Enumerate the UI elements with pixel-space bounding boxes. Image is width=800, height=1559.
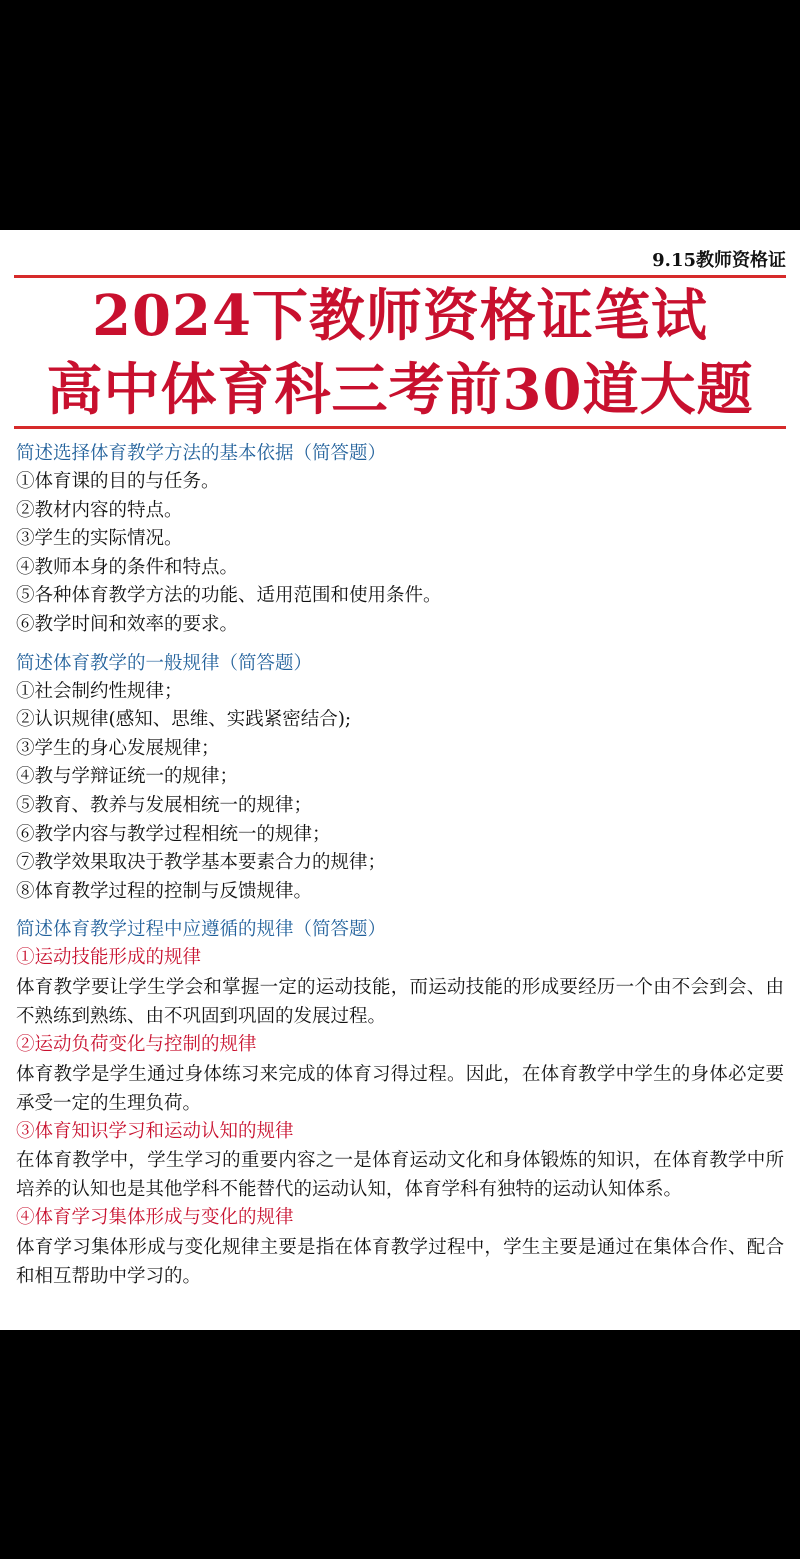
section-1-item: ④教师本身的条件和特点。: [16, 556, 239, 578]
document-sheet: [0, 230, 800, 1330]
section-2-item: ①社会制约性规律；: [16, 680, 183, 702]
spacer: [16, 640, 784, 650]
section-3-paragraph: 体育教学要让学生学会和掌握一定的运动技能，而运动技能的形成要经历一个由不会到会、由不熟练到熟练、由不巩固到巩固的发展过程。: [16, 976, 784, 1027]
bottom-divider: [14, 426, 786, 429]
section-2-item: ④教与学辩证统一的规律；: [16, 766, 239, 788]
section-3-paragraph: 在体育教学中，学生学习的重要内容之一是体育运动文化和身体锻炼的知识，在体育教学中所培养的认知也是其他学科不能替代的运动认知，体育学科有独特的运动认知体系。: [16, 1150, 784, 1201]
section-1-item: ①体育课的目的与任务。: [16, 471, 220, 492]
section-1-item: ⑤各种体育教学方法的功能、适用范围和使用条件。: [16, 585, 442, 607]
section-1-item: ③学生的实际情况。: [16, 528, 183, 550]
section-2-item: ⑧体育教学过程的控制与反馈规律。: [16, 880, 313, 902]
section-3-paragraph: 体育学习集体形成与变化规律主要是指在体育教学过程中，学生主要是通过在集体合作、配合和相互帮助中学习的。: [16, 1236, 784, 1287]
spacer: [16, 906, 784, 916]
section-2-item: ⑤教育、教养与发展相统一的规律；: [16, 794, 313, 816]
section-1-item: ②教材内容的特点。: [16, 499, 183, 521]
section-3-heading: 简述体育教学过程中应遵循的规律（简答题）: [16, 919, 387, 941]
title-line-2: 高中体育科三考前30道大题: [46, 357, 754, 423]
section-3-subheading: ④体育学习集体形成与变化的规律: [16, 1207, 294, 1229]
section-2-item: ③学生的身心发展规律；: [16, 737, 220, 759]
title-line-1: 2024下教师资格证笔试: [92, 283, 708, 349]
section-2-item: ②认识规律(感知、思维、实践紧密结合);: [16, 709, 352, 731]
top-divider: [14, 275, 786, 278]
section-3-subheading: ①运动技能形成的规律: [16, 947, 202, 969]
section-1-item: ⑥教学时间和效率的要求。: [16, 613, 239, 635]
section-2-item: ⑥教学内容与教学过程相统一的规律；: [16, 823, 331, 845]
section-1-heading: 简述选择体育教学方法的基本依据（简答题）: [16, 443, 387, 464]
section-3-subheading: ③体育知识学习和运动认知的规律: [16, 1120, 294, 1142]
section-2-item: ⑦教学效果取决于教学基本要素合力的规律；: [16, 852, 387, 874]
section-3-paragraph: 体育教学是学生通过身体练习来完成的体育习得过程。因此，在体育教学中学生的身体必定要承受一定的生理负荷。: [16, 1063, 784, 1114]
section-3-subheading: ②运动负荷变化与控制的规律: [16, 1033, 257, 1055]
section-2-heading: 简述体育教学的一般规律（简答题）: [16, 652, 313, 674]
content: [16, 440, 784, 1291]
date-tag: 9.15教师资格证: [652, 250, 786, 271]
